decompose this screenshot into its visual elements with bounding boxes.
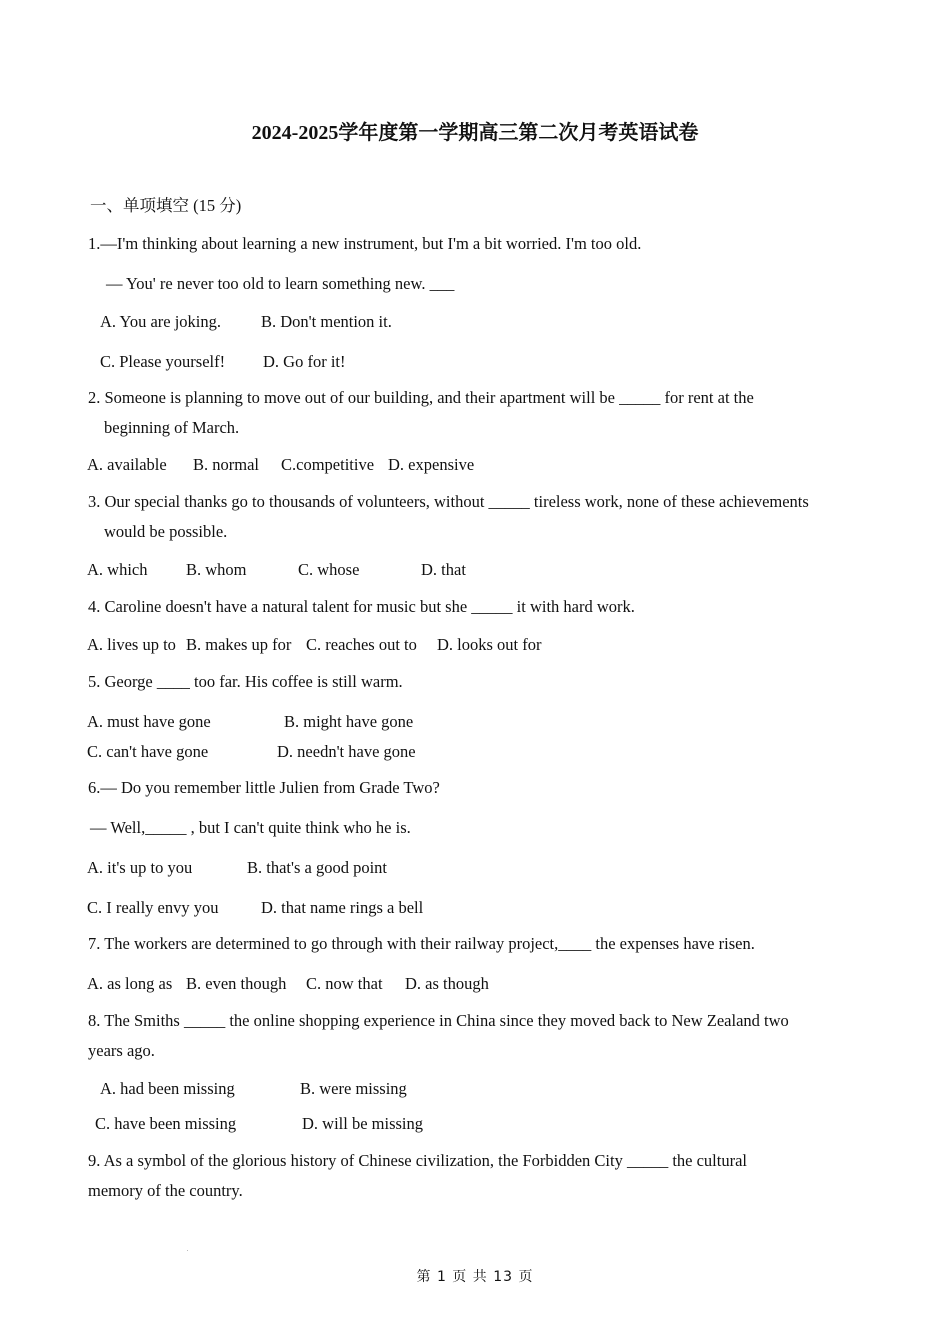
q2-option-a: A. available <box>87 455 167 474</box>
q3-option-a: A. which <box>87 560 148 579</box>
q8-option-a: A. had been missing <box>100 1079 235 1098</box>
q5-option-d: D. needn't have gone <box>277 742 416 761</box>
q1-option-d: D. Go for it! <box>263 352 346 371</box>
scan-speck <box>187 1250 188 1251</box>
question-9-stem: 9. As a symbol of the glorious history of Chinese civilization, the Forbidden City _____ the cultural <box>88 1151 748 1170</box>
q8-option-c: C. have been missing <box>95 1114 237 1133</box>
q5-option-a: A. must have gone <box>87 712 211 731</box>
q2-option-d: D. expensive <box>388 455 475 474</box>
q3-option-d: D. that <box>421 560 466 579</box>
q6-option-b: B. that's a good point <box>247 858 388 877</box>
question-6-reply: — Well,_____ , but I can't quite think who he is. <box>90 818 411 837</box>
q3-option-b: B. whom <box>186 560 247 579</box>
question-2-stem: 2. Someone is planning to move out of our building, and their apartment will be _____ for rent at the <box>88 388 754 407</box>
question-1-reply: — You' re never too old to learn something new. ___ <box>106 274 455 293</box>
q7-option-d: D. as though <box>405 974 489 993</box>
q6-option-d: D. that name rings a bell <box>261 898 424 917</box>
q4-option-c: C. reaches out to <box>306 635 417 654</box>
q4-option-a: A. lives up to <box>87 635 176 654</box>
page-footer: 第 1 页 共 13 页 <box>416 1269 534 1285</box>
q1-option-a: A. You are joking. <box>100 312 222 331</box>
q4-option-d: D. looks out for <box>437 635 542 654</box>
q2-option-b: B. normal <box>193 455 259 474</box>
q7-option-a: A. as long as <box>87 974 173 993</box>
question-2-stem-cont: beginning of March. <box>104 418 240 437</box>
question-8-stem: 8. The Smiths _____ the online shopping experience in China since they moved back to New Zealand two <box>88 1011 789 1030</box>
q2-option-c: C.competitive <box>281 455 375 474</box>
question-9-stem-cont: memory of the country. <box>88 1181 243 1200</box>
question-4-stem: 4. Caroline doesn't have a natural talent for music but she _____ it with hard work. <box>88 597 635 616</box>
section-heading: 一、单项填空 (15 分) <box>90 196 242 215</box>
question-3-stem-cont: would be possible. <box>104 522 228 541</box>
q5-option-c: C. can't have gone <box>87 742 209 761</box>
question-5-stem: 5. George ____ too far. His coffee is still warm. <box>88 672 403 691</box>
q4-option-b: B. makes up for <box>186 635 292 654</box>
q1-option-b: B. Don't mention it. <box>261 312 392 331</box>
question-7-stem: 7. The workers are determined to go through with their railway project,____ the expenses have risen. <box>88 934 755 953</box>
q1-option-c: C. Please yourself! <box>100 352 226 371</box>
q6-option-c: C. I really envy you <box>87 898 219 917</box>
q3-option-c: C. whose <box>298 560 360 579</box>
page-title: 2024-2025学年度第一学期高三第二次月考英语试卷 <box>251 122 699 144</box>
question-6-stem: 6.— Do you remember little Julien from Grade Two? <box>88 778 440 797</box>
question-3-stem: 3. Our special thanks go to thousands of volunteers, without _____ tireless work, none of these achievements <box>88 492 809 511</box>
q7-option-b: B. even though <box>186 974 287 993</box>
q5-option-b: B. might have gone <box>284 712 414 731</box>
question-1-stem: 1.—I'm thinking about learning a new instrument, but I'm a bit worried. I'm too old. <box>88 234 642 253</box>
q6-option-a: A. it's up to you <box>87 858 193 877</box>
q8-option-d: D. will be missing <box>302 1114 424 1133</box>
q7-option-c: C. now that <box>306 974 383 993</box>
q8-option-b: B. were missing <box>300 1079 407 1098</box>
question-8-stem-cont: years ago. <box>88 1041 155 1060</box>
